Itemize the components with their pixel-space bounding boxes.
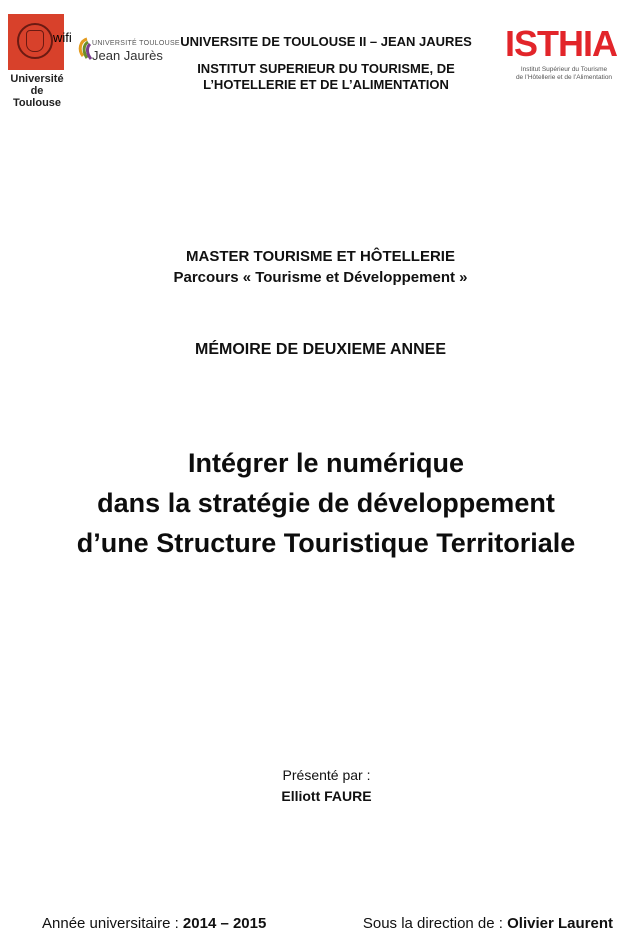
- isthia-logo-subtitle: [505, 66, 623, 82]
- thesis-title-line2: dans la stratégie de développement: [97, 488, 555, 518]
- universite-toulouse-logo: [8, 14, 66, 109]
- jean-jaures-logo-big-text: Jean Jaurès: [92, 48, 163, 63]
- header-institute-line2: L’HOTELLERIE ET DE L’ALIMENTATION: [203, 77, 449, 92]
- presented-by-label: Présenté par :: [282, 767, 371, 783]
- thesis-title-line1: Intégrer le numérique: [187, 448, 465, 478]
- program-title: MASTER TOURISME ET HÔTELLERIE: [186, 248, 455, 265]
- supervisor-name: Olivier Laurent: [507, 915, 613, 932]
- header-university: UNIVERSITE DE TOULOUSE II – JEAN JAURES: [180, 34, 472, 49]
- supervisor: [363, 915, 613, 932]
- isthia-subtitle-line2: de l’Hôtellerie et de l’Alimentation: [515, 74, 613, 81]
- academic-year: [42, 915, 266, 932]
- isthia-logo: [505, 23, 623, 90]
- academic-year-value: 2014 – 2015: [182, 915, 267, 932]
- presented-by-block: [0, 765, 641, 807]
- program-block: [0, 246, 641, 288]
- thesis-title: [0, 443, 641, 563]
- wifi-text: wifi: [53, 30, 72, 45]
- thesis-title-line3: d’une Structure Touristique Territoriale: [76, 528, 576, 558]
- isthia-logo-mark: ISTHIA: [505, 23, 618, 64]
- jean-jaures-logo-small-text: UNIVERSITÉ TOULOUSE: [92, 40, 180, 47]
- isthia-subtitle-line1: Institut Supérieur du Tourisme: [520, 66, 608, 73]
- author-name: Elliott FAURE: [281, 788, 372, 804]
- program-track: Parcours « Tourisme et Développement »: [173, 269, 468, 286]
- supervisor-label: Sous la direction de :: [362, 915, 508, 932]
- universite-toulouse-label: Université de Toulouse: [10, 73, 64, 109]
- academic-year-label: Année universitaire :: [42, 915, 183, 932]
- header-institute-line1: INSTITUT SUPERIEUR DU TOURISME, DE: [197, 61, 455, 76]
- memoire-heading: MÉMOIRE DE DEUXIEME ANNEE: [195, 341, 446, 358]
- jean-jaures-logo: [76, 36, 180, 66]
